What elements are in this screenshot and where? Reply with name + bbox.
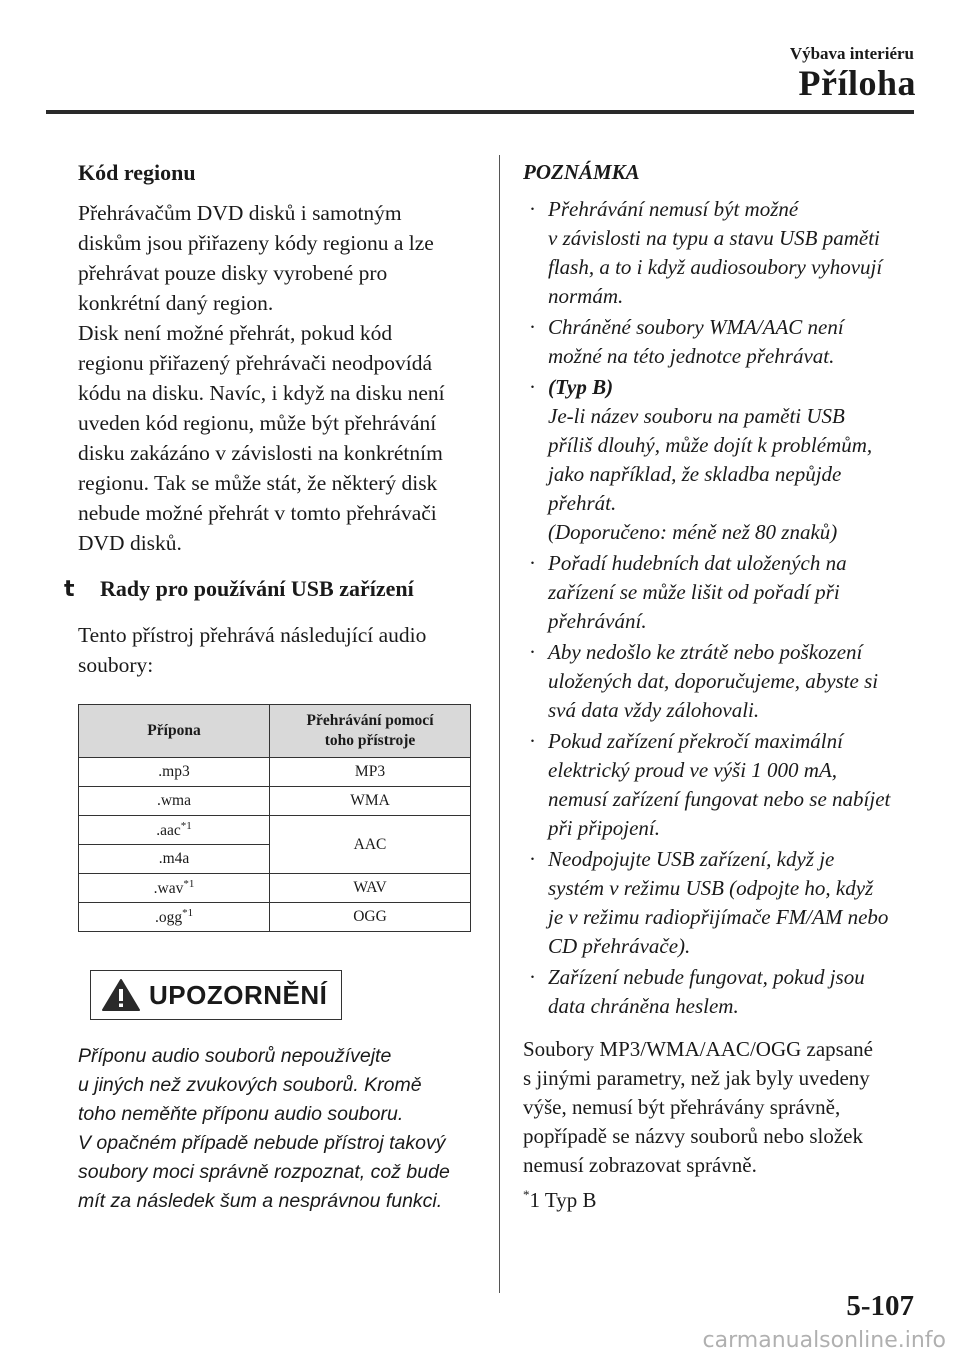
text-line: disku zakázáno v závislosti na konkrétním — [78, 441, 443, 465]
right-column — [523, 160, 918, 1215]
list-item: · Neodpojujte USB zařízení, když je systém v režimu USB (odpojte ho, když je v režimu radiopřijímače FM/AM nebo CD přehrávače). — [529, 847, 889, 958]
format-cell: WAV — [270, 874, 471, 903]
footnote — [523, 1180, 918, 1215]
text-line: regionu. Tak se může stát, že některý disk — [78, 471, 438, 495]
audio-format-table — [78, 704, 471, 932]
text-line: nemusí zobrazovat správně. — [523, 1153, 757, 1177]
usb-tips-heading — [64, 576, 473, 602]
list-item: · Aby nedošlo ke ztrátě nebo poškození uložených dat, doporučujeme, abyste si svá data vždy zálohovali. — [529, 640, 879, 722]
section-subtitle: Výbava interiéru — [789, 44, 914, 63]
warning-icon — [101, 978, 141, 1012]
region-code-paragraph — [78, 198, 473, 558]
text-line: konkrétní daný region. — [78, 291, 274, 315]
text-line: kódu na disku. Navíc, i když na disku není — [78, 381, 445, 405]
text-line: soubory: — [78, 653, 154, 677]
table-header-row — [79, 705, 471, 758]
format-cell: WMA — [270, 787, 471, 816]
extension-cell: .mp3 — [79, 758, 270, 787]
extension-cell: .m4a — [79, 845, 270, 874]
region-code-heading: Kód regionu — [78, 160, 196, 185]
text-line: toho neměňte příponu audio souboru. — [78, 1103, 404, 1125]
header-rule — [46, 110, 914, 114]
warning-box — [90, 970, 342, 1020]
table-row — [79, 816, 471, 845]
page-number: 5-107 — [846, 1290, 914, 1322]
table-row — [79, 903, 471, 932]
text-line: Příponu audio souborů nepoužívejte — [78, 1045, 392, 1067]
extension-cell: .wav$^{*1}$ — [79, 874, 270, 903]
extension-cell: .aac$^{*1}$ — [79, 816, 270, 845]
note-list — [523, 195, 918, 1021]
text-line: Disk není možné přehrát, pokud kód — [78, 321, 393, 345]
left-column — [64, 160, 473, 1216]
text-line: Tento přístroj přehrává následující audio — [78, 623, 427, 647]
bullet-icon: · — [529, 375, 536, 399]
text-line: V opačném případě nebude přístroj takový — [78, 1132, 446, 1154]
bullet-icon: · — [529, 847, 536, 871]
text-line: soubory moci správně rozpoznat, což bude — [78, 1161, 450, 1183]
text-line: přehrávat pouze disky vyrobené pro — [78, 261, 388, 285]
table-row — [79, 787, 471, 816]
compatibility-paragraph — [523, 1035, 918, 1180]
column-header-playback: Přehrávání pomocí toho přístroje — [270, 705, 471, 758]
text-line: výše, nemusí být přehrávány správně, — [523, 1095, 841, 1119]
text-line: popřípadě se názvy souborů nebo složek — [523, 1124, 863, 1148]
bullet-icon: · — [529, 640, 536, 664]
footnote-text: 1 Typ B — [529, 1188, 597, 1212]
format-cell: AAC — [270, 816, 471, 874]
text-line: Soubory MP3/WMA/AAC/OGG zapsané — [523, 1037, 873, 1061]
list-item: · (Typ B) Je-li název souboru na paměti USB příliš dlouhý, může dojít k problémům, jako například, že skladba nepůjde přehrát. (Doporučeno: méně než 80 znaků) — [523, 373, 918, 547]
footnote-mark: * — [523, 1187, 530, 1202]
watermark: carmanualsonline.info — [702, 1328, 946, 1353]
text-line: mít za následek šum a nesprávnou funkci. — [78, 1190, 443, 1212]
text-line: nebude možné přehrát v tomto přehrávači — [78, 501, 437, 525]
list-item: · Chráněné soubory WMA/AAC není možné na této jednotce přehrávat. — [529, 315, 844, 368]
note-heading: POZNÁMKA — [523, 160, 640, 184]
format-cell: MP3 — [270, 758, 471, 787]
usb-tips-title: Rady pro používání USB zařízení — [100, 576, 414, 601]
text-line: u jiných než zvukových souborů. Kromě — [78, 1074, 422, 1096]
text-line: regionu přiřazený přehrávači neodpovídá — [78, 351, 432, 375]
bullet-icon: · — [529, 315, 536, 339]
text-line: uveden kód regionu, může být přehrávání — [78, 411, 437, 435]
text-line: diskům jsou přiřazeny kódy regionu a lze — [78, 231, 434, 255]
column-header-extension: Přípona — [79, 705, 270, 758]
table-row — [79, 758, 471, 787]
text-line: DVD disků. — [78, 531, 182, 555]
section-marker-icon: t — [64, 577, 75, 602]
warning-label: UPOZORNĚNÍ — [149, 979, 328, 1010]
text-line: s jinými parametry, než jak byly uvedeny — [523, 1066, 870, 1090]
type-b-label: (Typ B) — [548, 375, 614, 399]
list-item: · Zařízení nebude fungovat, pokud jsou data chráněna heslem. — [529, 965, 865, 1018]
list-item: · Pořadí hudebních dat uložených na zařízení se může lišit od pořadí při přehrávání. — [529, 551, 847, 633]
section-title: Příloha — [798, 63, 916, 103]
bullet-icon: · — [529, 729, 536, 753]
table-row — [79, 874, 471, 903]
extension-cell: .ogg$^{*1}$ — [79, 903, 270, 932]
list-item: · Přehrávání nemusí být možné v závislosti na typu a stavu USB paměti flash, a to i když audiosoubory vyhovují normám. — [529, 197, 883, 308]
format-cell: OGG — [270, 903, 471, 932]
bullet-icon: · — [529, 197, 536, 221]
list-item: · Pokud zařízení překročí maximální elektrický proud ve výši 1 000 mA, nemusí zařízení fungovat nebo se nabíjet při připojení. — [529, 729, 891, 840]
usb-intro-paragraph — [78, 620, 473, 680]
column-divider — [499, 155, 500, 1293]
warning-text — [78, 1042, 473, 1216]
extension-cell: .wma — [79, 787, 270, 816]
bullet-icon: · — [529, 965, 536, 989]
text-line: Přehrávačům DVD disků i samotným — [78, 201, 402, 225]
bullet-icon: · — [529, 551, 536, 575]
